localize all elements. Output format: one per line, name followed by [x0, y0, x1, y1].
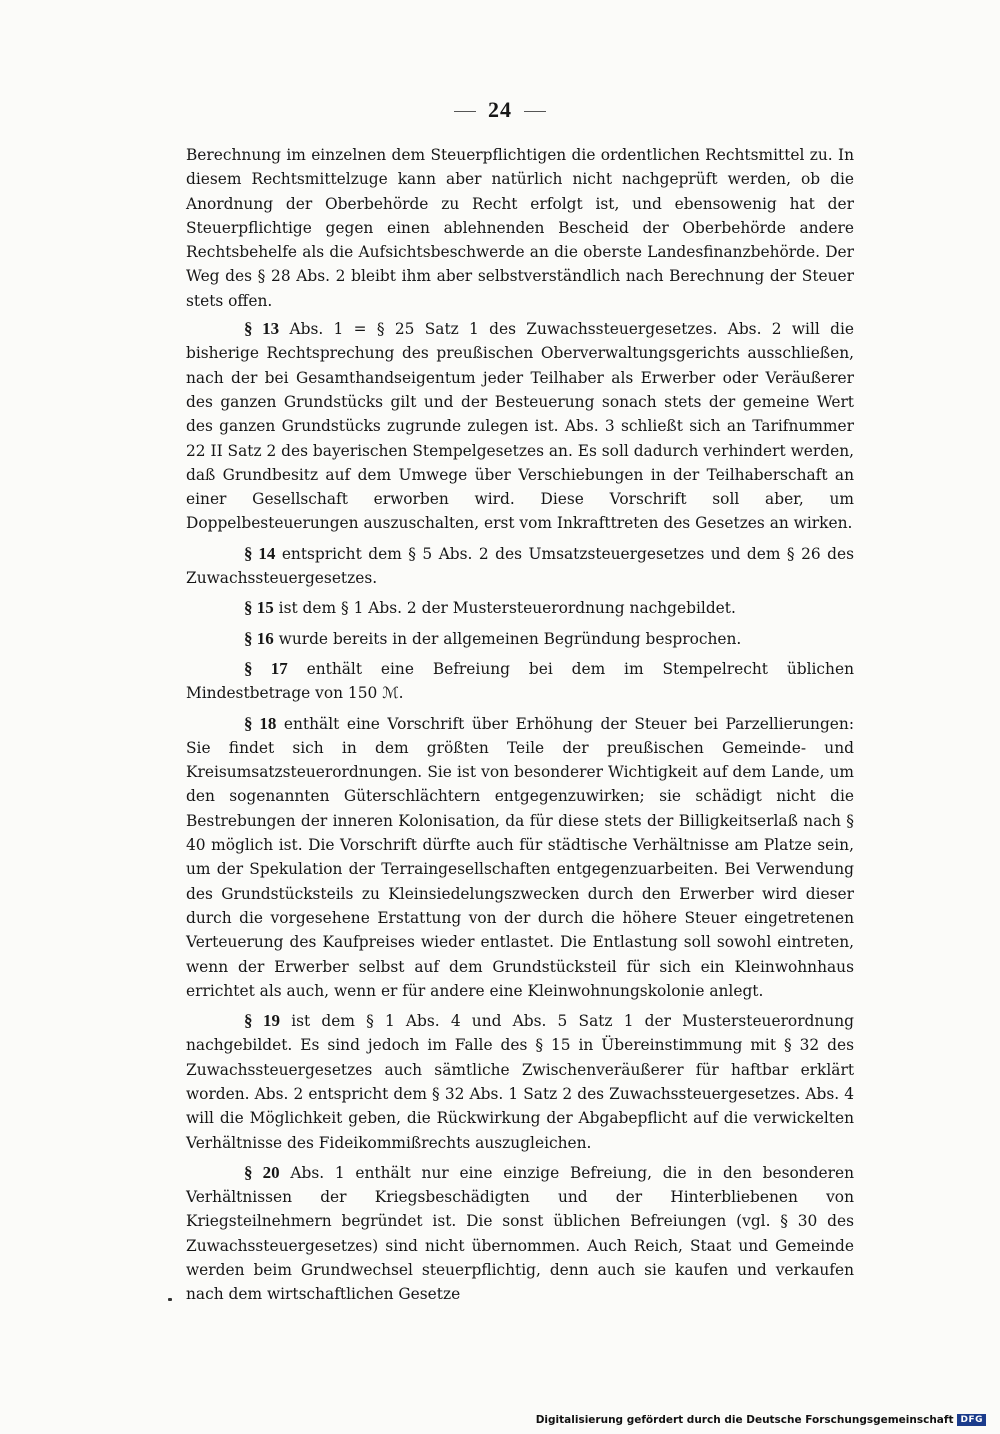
paragraph-text: Berechnung im einzelnen dem Steuerpflichtigen die ordentlichen Rechtsmittel zu. In diesem Rechtsmittelzuge kann aber natürlich nicht nachgeprüft werden, ob die Anordnung der Oberbehörde zu Recht erfolgt ist, und ebensowenig hat der Steuerpflichtige gegen einen ablehnenden Bescheid der Oberbehörde andere Rechtsbehelfe als die Aufsichtsbeschwerde an die oberste Landesfinanzbehörde. Der Weg des § 28 Abs. 2 bleibt ihm aber selbstverständlich nach Berechnung der Steuer stets offen. — [186, 146, 854, 310]
section-label: § 16 — [244, 628, 274, 648]
header-dash-right — [524, 111, 546, 112]
scan-speck — [168, 1298, 172, 1301]
section-label: § 19 — [244, 1011, 281, 1031]
section-label: § 14 — [244, 543, 276, 563]
paragraph-section-19 — [186, 1009, 854, 1155]
paragraph-section-18 — [186, 712, 854, 1004]
section-label: § 18 — [244, 713, 277, 733]
paragraph-section-17 — [186, 657, 854, 706]
paragraph-0 — [186, 143, 854, 313]
paragraph-text: Abs. 1 = § 25 Satz 1 des Zuwachssteuergesetzes. Abs. 2 will die bisherige Rechtsprechung des preußischen Oberverwaltungsgerichts ausschließen, nach der bei Gesamthandseigentum jeder Teilhaber als Erwerber oder Veräußerer des ganzen Grundstücks gilt und der Besteuerung sonach stets der gemeine Wert des ganzen Grundstücks zugrunde zulegen ist. Abs. 3 schließt sich an Tarifnummer 22 II Satz 2 des bayerischen Stempelgesetzes an. Es soll dadurch verhindert werden, daß Grundbesitz auf dem Umwege über Verschiebungen in der Teilhaberschaft an einer Gesellschaft erworben wird. Diese Vorschrift soll aber, um Doppelbesteuerungen auszuschalten, erst vom Inkrafttreten des Gesetzes an wirken. — [186, 320, 854, 533]
section-label: § 17 — [244, 658, 288, 678]
paragraph-text: enthält eine Vorschrift über Erhöhung der Steuer bei Parzellierungen: Sie findet sich in dem größten Teile der preußischen Gemeinde- und Kreisumsatzsteuerordnungen. Sie ist von besonderer Wichtigkeit auf dem Lande, um den sogenannten Güterschlächtern entgegenzuwirken; sie schädigt nicht die Bestrebungen der inneren Kolonisation, da für diese stets der Billigkeitserlaß nach § 40 möglich ist. Die Vorschrift dürfte auch für städtische Verhältnisse am Platze sein, um der Spekulation der Terraingesellschaften entgegenzuarbeiten. Bei Verwendung des Grundstücksteils zu Kleinsiedelungszwecken durch den Erwerber wird dieser durch die vorgesehene Erstattung von der durch die höhere Steuer eingetretenen Verteuerung des Kaufpreises wieder entlastet. Die Entlastung soll sowohl eintreten, wenn der Erwerber selbst auf dem Grundstücksteil für sich ein Kleinwohnhaus errichtet als auch, wenn er für andere eine Kleinwohnungskolonie anlegt. — [186, 714, 854, 1000]
paragraph-section-16 — [186, 627, 854, 651]
paragraph-text: ist dem § 1 Abs. 2 der Mustersteuerordnung nachgebildet. — [273, 599, 736, 618]
paragraph-text: Abs. 1 enthält nur eine einzige Befreiung, die in den besonderen Verhältnissen der Kriegsbeschädigten und der Hinterbliebenen von Kriegsteilnehmern begründet ist. Die sonst üblichen Befreiungen (vgl. § 30 des Zuwachssteuergesetzes) sind nicht übernommen. Auch Reich, Staat und Gemeinde werden beim Grundwechsel steuerpflichtig, denn auch sie kaufen und verkaufen nach dem wirtschaftlichen Gesetze — [186, 1163, 854, 1304]
section-label: § 15 — [244, 598, 274, 618]
paragraph-section-14 — [186, 542, 854, 591]
section-label: § 13 — [244, 319, 280, 339]
paragraph-text: entspricht dem § 5 Abs. 2 des Umsatzsteuergesetzes und dem § 26 des Zuwachssteuergesetzes. — [186, 544, 855, 588]
header-dash-left — [454, 111, 476, 112]
page-header — [0, 97, 1000, 123]
footer-credit: Digitalisierung gefördert durch die Deutsche Forschungsgemeinschaft — [535, 1414, 954, 1426]
dfg-logo-icon: DFG — [957, 1414, 986, 1426]
paragraph-section-20 — [186, 1161, 854, 1307]
paragraph-text: wurde bereits in der allgemeinen Begründung besprochen. — [273, 629, 742, 648]
paragraph-text: enthält eine Befreiung bei dem im Stempelrecht üblichen Mindestbetrage von 150 ℳ. — [186, 659, 854, 703]
paragraph-section-13 — [186, 317, 854, 536]
digitization-footer — [536, 1414, 986, 1426]
page-number: 24 — [488, 97, 512, 122]
section-label: § 20 — [244, 1162, 280, 1182]
paragraph-section-15 — [186, 596, 854, 620]
body-text — [186, 143, 854, 1311]
paragraph-text: ist dem § 1 Abs. 4 und Abs. 5 Satz 1 der Mustersteuerordnung nachgebildet. Es sind jedoch im Falle des § 15 in Übereinstimmung mit § 32 des Zuwachssteuergesetzes auch sämtliche Zwischenveräußerer für haftbar erklärt worden. Abs. 2 entspricht dem § 32 Abs. 1 Satz 2 des Zuwachssteuergesetzes. Abs. 4 will die Möglichkeit geben, die Rückwirkung der Abgabepflicht auf die verwickelten Verhältnisse des Fideikommißrechts auszugleichen. — [186, 1012, 854, 1152]
